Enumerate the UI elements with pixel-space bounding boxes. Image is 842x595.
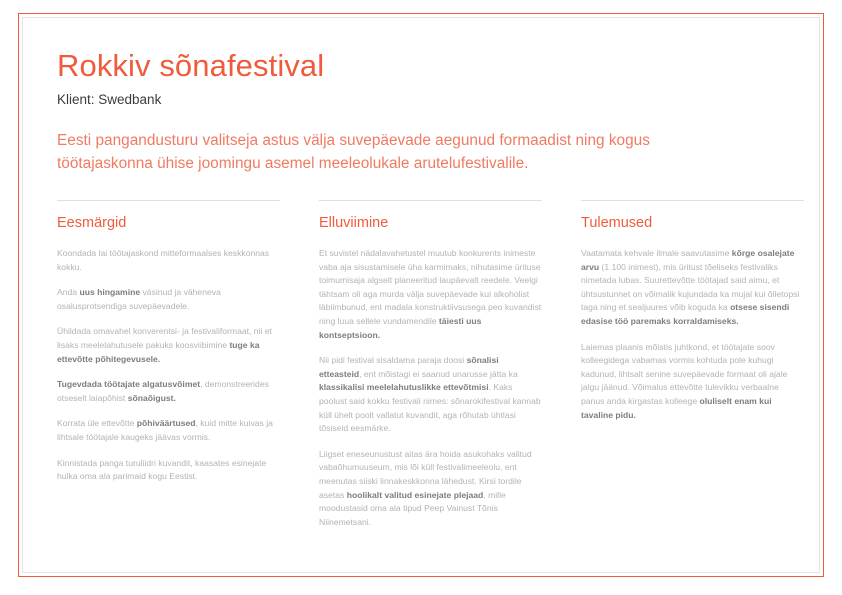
column-1 [57, 200, 280, 529]
emphasis-text: hoolikalt valitud esinejate plejaad [346, 489, 484, 500]
column-heading: Elluviimine [319, 215, 389, 231]
paragraph [581, 247, 804, 329]
column-rule [581, 200, 804, 201]
body-text: Koondada lai töötajaskond mitteformaalses keskkonnas kokku. [57, 248, 270, 272]
emphasis-text: klassikalisi meelelahutuslikke ettevõtmisi [319, 382, 489, 393]
body-text: , ent mõistagi ei saanud unarusse jätta ka [359, 368, 518, 379]
page-content [23, 18, 819, 572]
body-text: Korrata üle ettevõtte [57, 418, 137, 429]
emphasis-text: oluliselt enam kui tavaline pidu. [581, 395, 772, 420]
emphasis-text: kõrge osalejate arvu [581, 248, 795, 272]
emphasis-text: täiesti uus kontseptsioon. [319, 315, 482, 340]
lead-paragraph: Eesti pangandusturu valitseja astus välja suvepäevade aegunud formaadist ning kogus töötajaskonna ühise joomingu asemel meeleolukale arutelufestivalile. [57, 132, 650, 172]
column-2 [319, 200, 542, 529]
column-heading: Eesmärgid [57, 215, 127, 231]
emphasis-text: sõnaõigust. [127, 392, 176, 403]
body-text: (1 100 inimest), mis üritust tõeliseks festivaliks nimetada lubas. Suurettevõtte töötajad said aimu, et ühtsustunnet on võimalik kujundada ka mujal kui õlletopsi taga ning et sealjuures võib koguda ka [581, 261, 800, 313]
paragraph [57, 286, 280, 313]
emphasis-text: sõnalisi etteasteid [319, 355, 499, 379]
paragraph [57, 417, 280, 444]
paragraph [57, 457, 280, 484]
emphasis-text: tuge ka ettevõtte põhitegevusele. [57, 339, 260, 364]
paragraph [581, 341, 804, 423]
body-text: Vaatamata kehvale ilmale saavutasime [581, 248, 732, 258]
body-text: Anda [57, 287, 80, 298]
column-rule [57, 200, 280, 201]
body-text: , mille moodustasid oma ala tipud Peep Vainust Tõnis Niinemetsani. [319, 489, 506, 527]
paragraph [57, 247, 280, 274]
page-sheet [22, 17, 820, 573]
body-text: Ühildada omavahel konverentsi- ja festivaliformaat, nii et lisaks meelelahutusele pakuks koosviibimine [57, 326, 272, 350]
paragraph [319, 247, 542, 342]
emphasis-text: põhiväärtused [136, 418, 196, 429]
emphasis-text: otsese sisendi edasise töö paremaks korraldamiseks. [581, 302, 790, 326]
body-text: Et suvistel nädalavahetustel muutub konkurents inimeste vaba aja sisustamisele üha karmimaks, nihutasime ürituse toimumisaja algselt planeeritud laupäevalt reedele. Veelgi tähtsam oli aga murda välja suvepäevade kui alkoholist läbiimbunud, ent madala konstruktiivsusega peo kuvandist ning luua sellele vundamendile [319, 248, 542, 326]
column-body [319, 247, 542, 529]
column-3 [581, 200, 804, 529]
page-title: Rokkiv sõnafestival [57, 48, 325, 83]
paragraph [57, 325, 280, 366]
body-text: Nii pidi festival sisaldama paraja doosi [319, 355, 467, 366]
column-body [581, 247, 804, 422]
client-line: Klient: Swedbank [57, 92, 162, 107]
body-text: . Kaks poolust said kokku festivali nimes: sõnarokifestival kannab küll ühelt poolt vallatut kuvandit, aga rõhutab ühtlasi tõsiseid eesmärke. [319, 382, 541, 434]
column-rule [319, 200, 542, 201]
column-container [57, 200, 800, 529]
body-text: väsinud ja väheneva osalusprotsendiga suvepäevadele. [57, 287, 221, 311]
body-text: Liigset eneseunustust aitas ära hoida asukohaks valitud vabaõhumuuseum, mis lõi küll festivalimeeleolu, ent meenutas siiski linnakeskkonna lähedust. Kirsi tordile asetas [319, 448, 532, 500]
slide-frame [18, 13, 824, 577]
paragraph [319, 354, 542, 436]
emphasis-text: Tugevdada töötajate algatusvõimet [57, 379, 201, 390]
column-heading: Tulemused [581, 215, 653, 231]
paragraph [57, 378, 280, 405]
body-text: , demonstreerides otseselt laiapõhist [57, 379, 269, 403]
body-text: , kuid mitte kuivas ja lihtsale töötajale kaugeks jäävas vormis. [57, 418, 273, 442]
emphasis-text: uus hingamine [79, 287, 141, 298]
body-text: Laiemas plaanis mõistis juhtkond, et töötajate soov kolleegidega vabamas vormis kohtuda pole kuhugi kadunud, lihtsalt senine suvepäevade formaat oli ajale jalgu jäänud. Võimalus ettevõtte tulevikku verbaalne panus anda kirgastas kolleege [581, 341, 788, 406]
column-body [57, 247, 280, 484]
body-text: Kinnistada panga turuliidri kuvandit, kaasates esinejate hulka oma ala parimaid kogu Eestist. [57, 457, 267, 482]
paragraph [319, 448, 542, 530]
